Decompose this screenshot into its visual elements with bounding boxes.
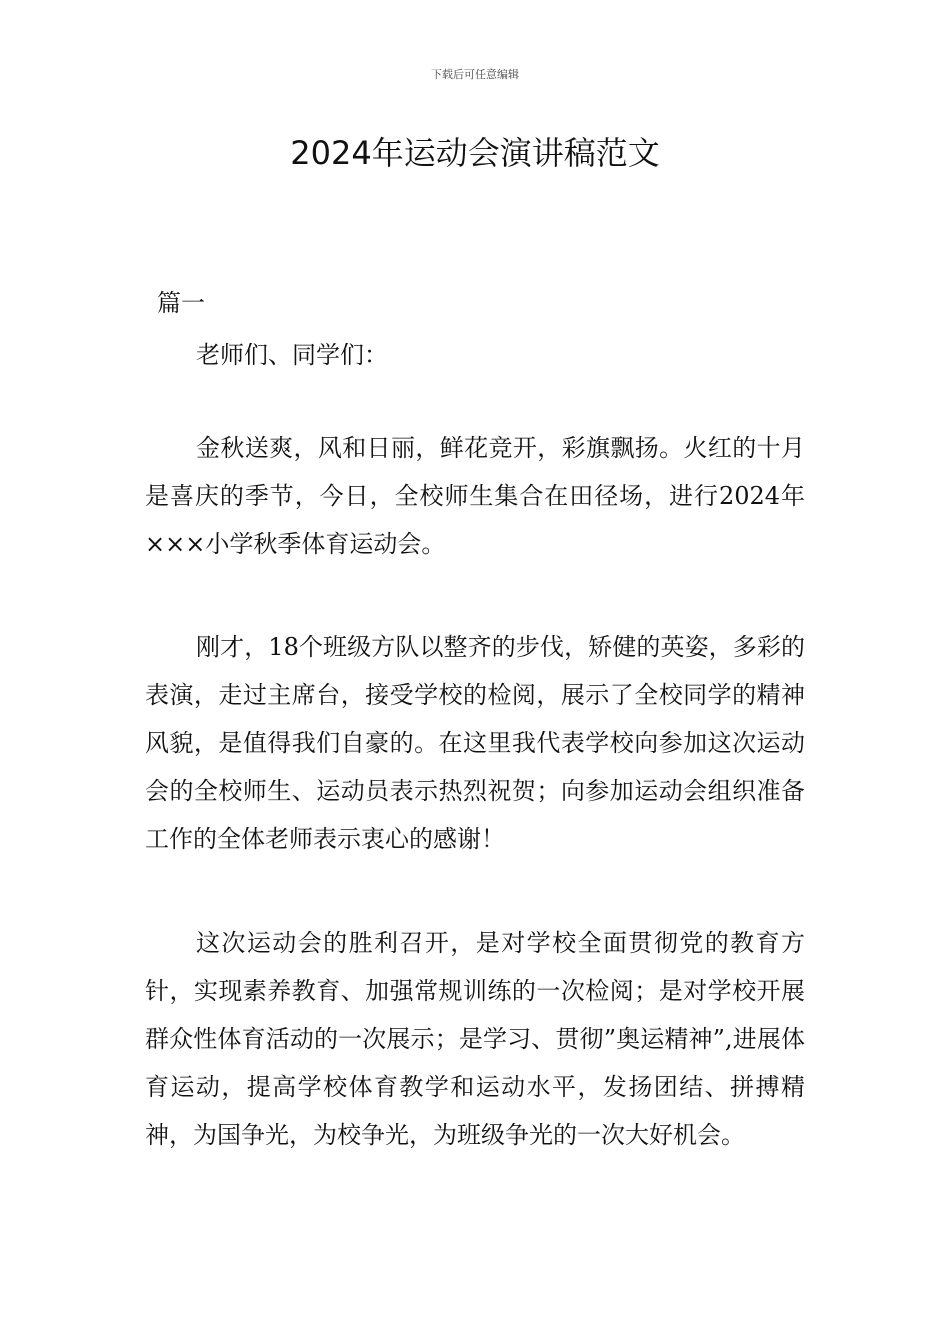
greeting-line: 老师们、同学们： <box>196 341 388 369</box>
header-note: 下载后可任意编辑 <box>431 68 519 81</box>
body-paragraph: 金秋送爽，风和日丽，鲜花竞开，彩旗飘扬。火红的十月是喜庆的季节，今日，全校师生集合在田径场，进行2024年×××小学秋季体育运动会。 <box>145 434 805 558</box>
body-paragraph: 这次运动会的胜利召开，是对学校全面贯彻党的教育方针，实现素养教育、加强常规训练的一次检阅；是对学校开展群众性体育活动的一次展示；是学习、贯彻”奥运精神”,进展体育运动，提高学校体育教学和运动水平，发扬团结、拼搏精神，为国争光，为校争光，为班级争光的一次大好机会。 <box>145 929 805 1149</box>
section-label: 篇一 <box>157 289 205 317</box>
body-paragraph: 刚才，18个班级方队以整齐的步伐，矫健的英姿，多彩的表演，走过主席台，接受学校的检阅，展示了全校同学的精神风貌，是值得我们自豪的。在这里我代表学校向参加这次运动会的全校师生、运动员表示热烈祝贺；向参加运动会组织准备工作的全体老师表示衷心的感谢！ <box>145 633 805 853</box>
document-title: 2024年运动会演讲稿范文 <box>290 134 660 172</box>
